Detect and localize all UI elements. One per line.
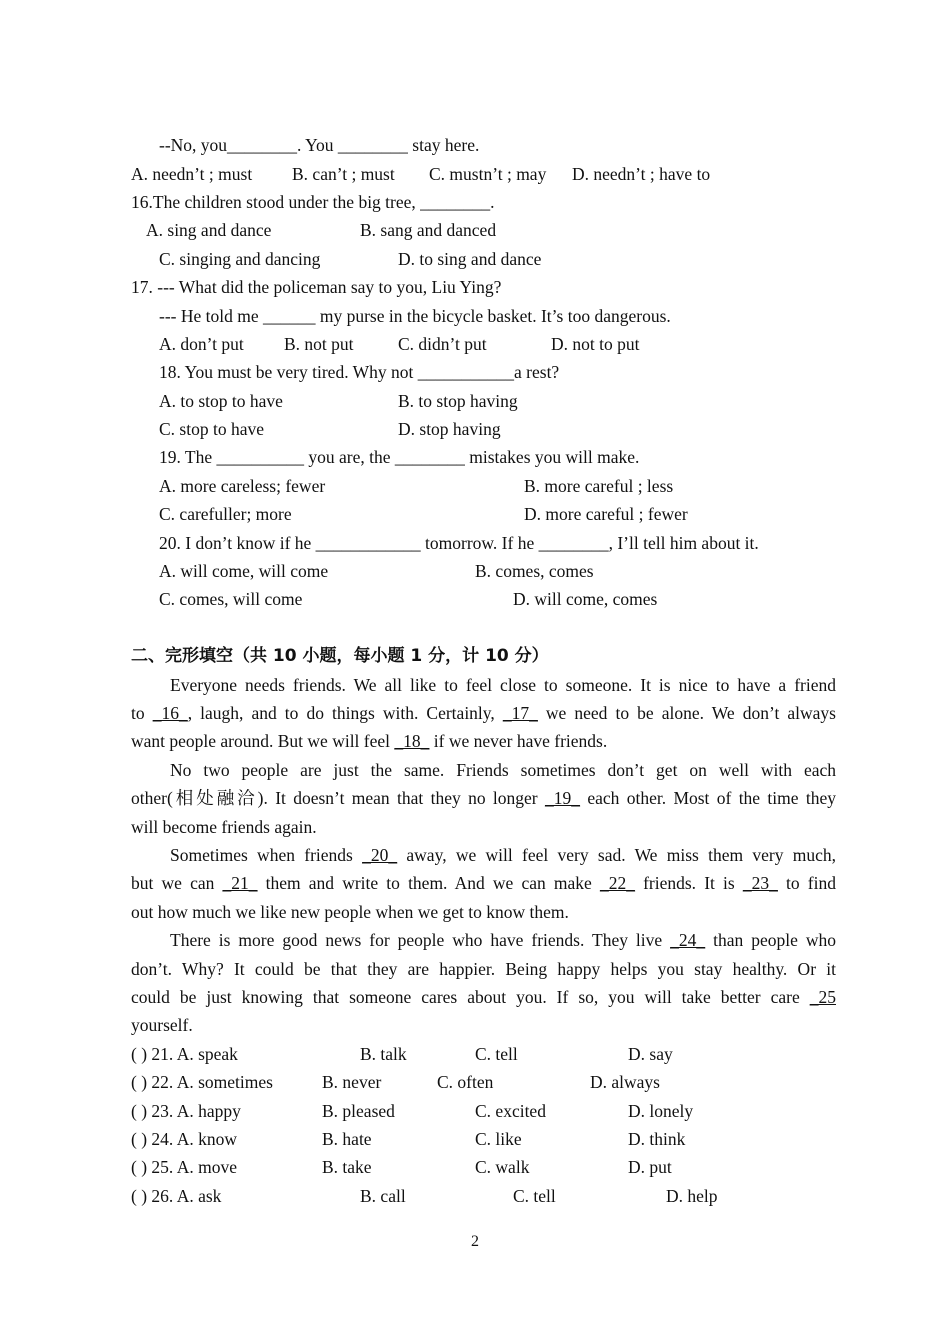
q17-options bbox=[0, 330, 950, 358]
option-c: C. carefuller; more bbox=[159, 504, 292, 524]
passage-line: Sometimes when friends _20_ away, we will feel very sad. We miss them very much, bbox=[170, 845, 836, 865]
blank-25: _25 bbox=[809, 987, 836, 1007]
option-a: A. sing and dance bbox=[146, 220, 272, 240]
option-a: A. needn’t ; must bbox=[131, 164, 253, 184]
q19-options-row2 bbox=[0, 500, 950, 528]
option-a: A. more careless; fewer bbox=[159, 476, 326, 496]
passage-line: want people around. But we will feel _18_ if we never have friends. bbox=[131, 731, 608, 751]
option-b: B. more careful ; less bbox=[524, 476, 674, 496]
q17-reply: --- He told me ______ my purse in the bicycle basket. It’s too dangerous. bbox=[159, 306, 671, 326]
passage-line: could be just knowing that someone cares about you. If so, you will take better care _25 bbox=[131, 987, 836, 1007]
passage-line: No two people are just the same. Friends sometimes don’t get on well with each bbox=[170, 760, 836, 780]
blank-24: _24_ bbox=[670, 930, 706, 950]
blank-20: _20_ bbox=[362, 845, 398, 865]
choice-row: ( ) 25. A. move B. take C. walk D. put bbox=[131, 1157, 672, 1177]
option-b: B. sang and danced bbox=[360, 220, 497, 240]
option-d: D. not to put bbox=[551, 334, 640, 354]
option-d: D. needn’t ; have to bbox=[572, 164, 711, 184]
blank-21: _21_ bbox=[222, 873, 258, 893]
option-a: A. don’t put bbox=[159, 334, 244, 354]
choice-row: ( ) 26. A. ask B. call C. tell D. help bbox=[131, 1186, 718, 1206]
option-b: B. comes, comes bbox=[475, 561, 594, 581]
q18-stem: 18. You must be very tired. Why not ___________a rest? bbox=[159, 362, 560, 382]
q19-stem: 19. The __________ you are, the ________ mistakes you will make. bbox=[159, 447, 640, 467]
blank-18: _18_ bbox=[394, 731, 430, 751]
q15-options bbox=[0, 160, 950, 188]
blank-16: _16_ bbox=[152, 703, 188, 723]
passage-line: Everyone needs friends. We all like to feel close to someone. It is nice to have a friend bbox=[170, 675, 836, 695]
section-heading: 二、完形填空（共 10 小题，每小题 1 分，计 10 分） bbox=[131, 646, 549, 666]
choice-row: ( ) 24. A. know B. hate C. like D. think bbox=[131, 1129, 686, 1149]
choice-row: ( ) 22. A. sometimes B. never C. often D. always bbox=[131, 1072, 660, 1092]
q16-options-row2 bbox=[0, 245, 950, 273]
choice-row: ( ) 23. A. happy B. pleased C. excited D. lonely bbox=[131, 1101, 694, 1121]
option-d: D. stop having bbox=[398, 419, 501, 439]
blank-23: _23_ bbox=[742, 873, 778, 893]
q16-options-row1 bbox=[0, 216, 950, 244]
option-a: A. will come, will come bbox=[159, 561, 329, 581]
option-c: C. mustn’t ; may bbox=[429, 164, 547, 184]
passage-line: but we can _21_ them and write to them. And we can make _22_ friends. It is _23_ to find bbox=[131, 873, 836, 893]
option-d: D. more careful ; fewer bbox=[524, 504, 688, 524]
page-number: 2 bbox=[471, 1233, 479, 1250]
option-c: C. comes, will come bbox=[159, 589, 303, 609]
option-b: B. not put bbox=[284, 334, 354, 354]
passage-line: to _16_, laugh, and to do things with. Certainly, _17_ we need to be alone. We don’t always bbox=[131, 703, 836, 723]
passage-line: yourself. bbox=[131, 1015, 193, 1035]
passage-line: will become friends again. bbox=[131, 817, 317, 837]
option-c: C. didn’t put bbox=[398, 334, 487, 354]
q18-options-row2 bbox=[0, 415, 950, 443]
passage-line: out how much we like new people when we get to know them. bbox=[131, 902, 569, 922]
q20-options-row2 bbox=[0, 585, 950, 613]
passage-line: There is more good news for people who have friends. They live _24_ than people who bbox=[170, 930, 836, 950]
q20-options-row1 bbox=[0, 557, 950, 585]
passage-line: other(相处融洽). It doesn’t mean that they no longer _19_ each other. Most of the time they bbox=[131, 788, 836, 808]
option-d: D. will come, comes bbox=[513, 589, 658, 609]
option-c: C. singing and dancing bbox=[159, 249, 321, 269]
q18-options-row1 bbox=[0, 387, 950, 415]
choice-row: ( ) 21. A. speak B. talk C. tell D. say bbox=[131, 1044, 673, 1064]
q19-options-row1 bbox=[0, 472, 950, 500]
q17-stem: 17. --- What did the policeman say to you, Liu Ying? bbox=[131, 277, 502, 297]
option-d: D. to sing and dance bbox=[398, 249, 542, 269]
blank-17: _17_ bbox=[502, 703, 538, 723]
q20-stem: 20. I don’t know if he ____________ tomorrow. If he ________, I’ll tell him about it. bbox=[159, 533, 759, 553]
blank-22: _22_ bbox=[599, 873, 635, 893]
option-c: C. stop to have bbox=[159, 419, 264, 439]
q16-stem: 16.The children stood under the big tree, ________. bbox=[131, 192, 495, 212]
q15-reply: --No, you________. You ________ stay here. bbox=[159, 135, 480, 155]
passage-line: don’t. Why? It could be that they are happier. Being happy helps you stay healthy. Or it bbox=[131, 959, 836, 979]
blank-19: _19_ bbox=[544, 788, 580, 808]
option-b: B. to stop having bbox=[398, 391, 518, 411]
option-b: B. can’t ; must bbox=[292, 164, 395, 184]
option-a: A. to stop to have bbox=[159, 391, 283, 411]
